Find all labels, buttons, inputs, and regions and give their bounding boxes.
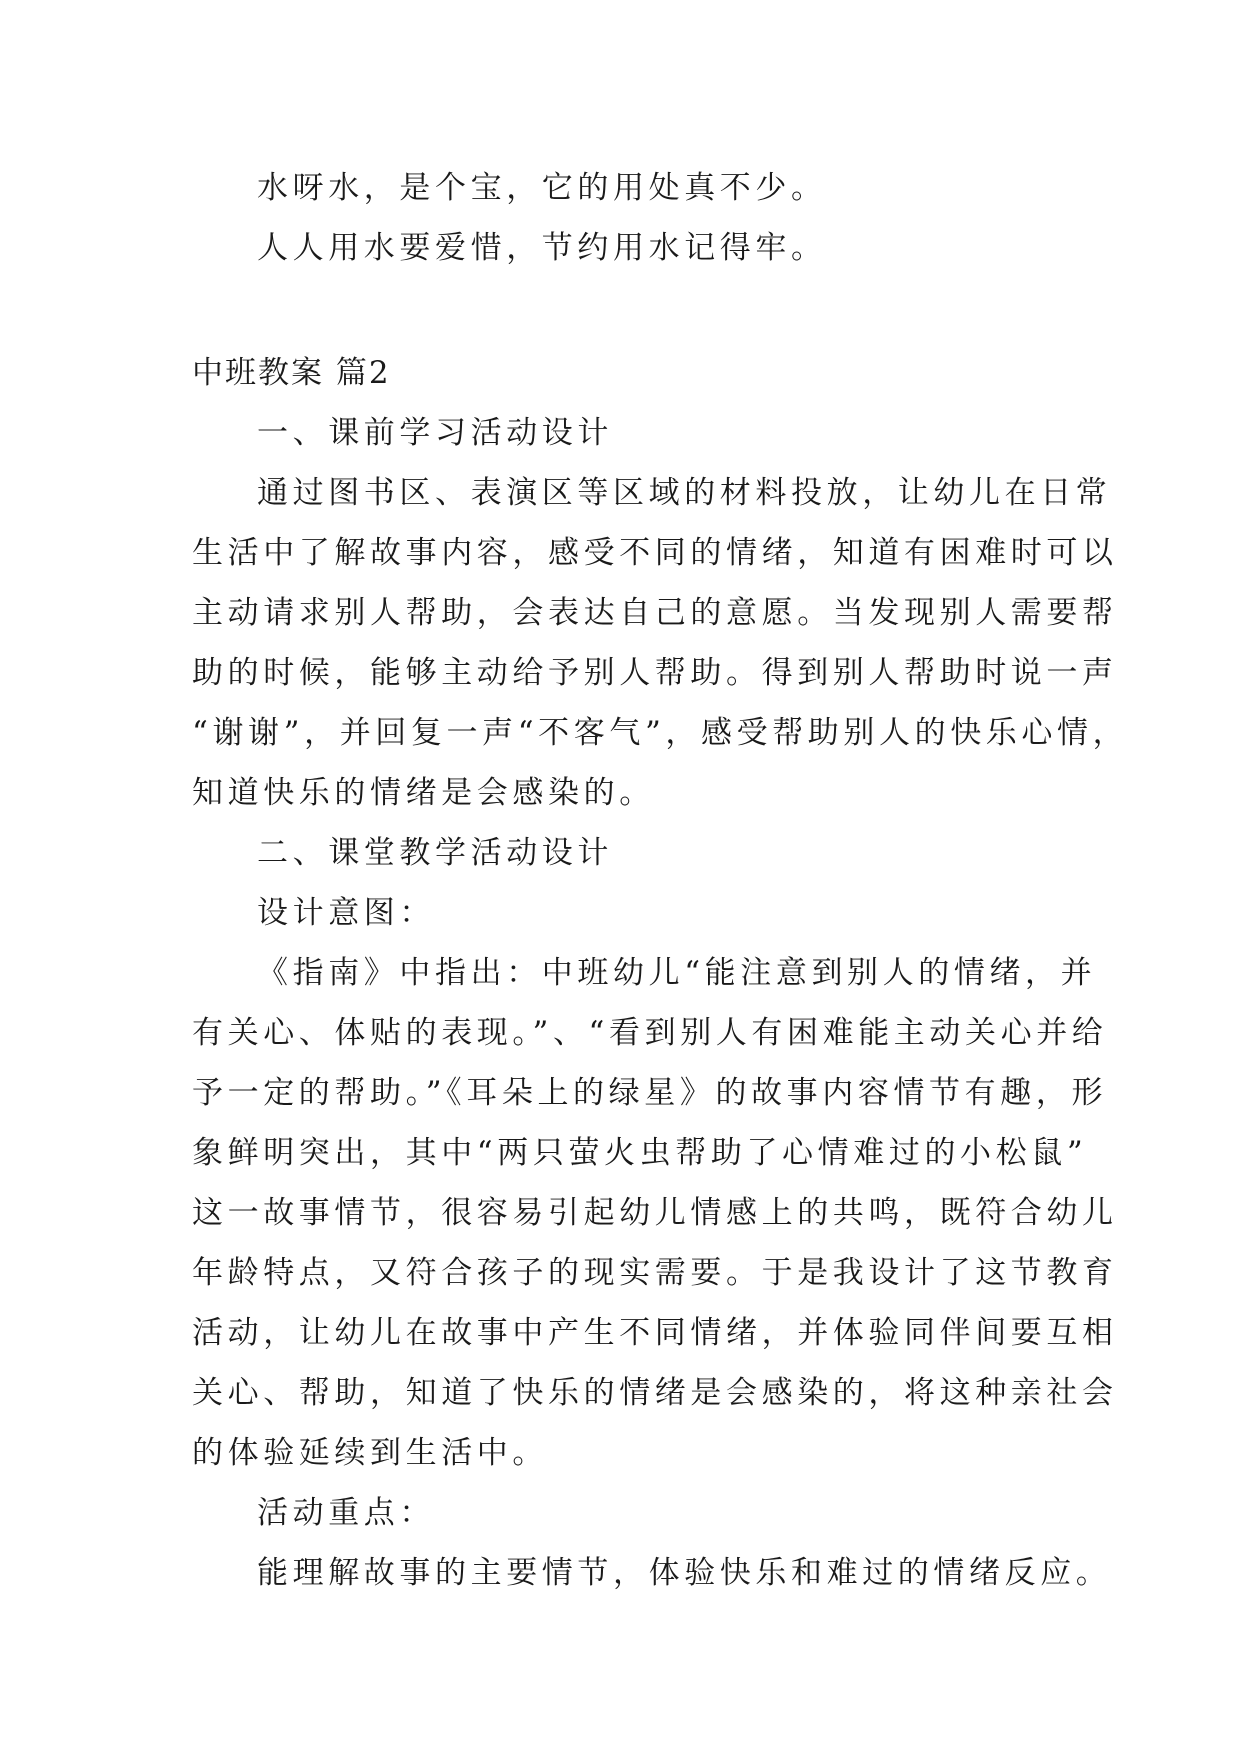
poem-line-1: 水呀水，是个宝，它的用处真不少。: [257, 170, 827, 206]
section-title: 中班教案 篇2: [192, 355, 391, 391]
paragraph-line: 活动，让幼儿在故事中产生不同情绪，并体验同伴间要互相: [192, 1315, 1118, 1351]
paragraph-line: 有关心、体贴的表现。”、“看到别人有困难能主动关心并给: [192, 1015, 1108, 1051]
label-design-intent: 设计意图：: [257, 895, 435, 931]
poem-line-2: 人人用水要爱惜，节约用水记得牢。: [257, 230, 827, 266]
subheading-pre-class: 一、课前学习活动设计: [257, 415, 613, 451]
lesson-plan-section: [192, 343, 1129, 1603]
paragraph-line: 主动请求别人帮助，会表达自己的意愿。当发现别人需要帮: [192, 595, 1118, 631]
paragraph-line: 这一故事情节，很容易引起幼儿情感上的共鸣，既符合幼儿: [192, 1195, 1118, 1231]
paragraph-line: 关心、帮助，知道了快乐的情绪是会感染的，将这种亲社会: [192, 1375, 1118, 1411]
paragraph-line: 能理解故事的主要情节，体验快乐和难过的情绪反应。: [257, 1555, 1112, 1591]
paragraph-line: 知道快乐的情绪是会感染的。: [192, 775, 655, 811]
paragraph-line: 《指南》中指出：中班幼儿“能注意到别人的情绪，并: [257, 955, 1097, 991]
paragraph-line: 通过图书区、表演区等区域的材料投放，让幼儿在日常: [257, 475, 1112, 511]
paragraph-line: 的体验延续到生活中。: [192, 1435, 548, 1471]
paragraph-line: 助的时候，能够主动给予别人帮助。得到别人帮助时说一声: [192, 655, 1118, 691]
subheading-classroom: 二、课堂教学活动设计: [257, 835, 613, 871]
poem-block: [192, 158, 1057, 278]
label-activity-focus: 活动重点：: [257, 1495, 435, 1531]
paragraph-line: 生活中了解故事内容，感受不同的情绪，知道有困难时可以: [192, 535, 1118, 571]
paragraph-line: 予一定的帮助。”《耳朵上的绿星》的故事内容情节有趣，形: [192, 1075, 1108, 1111]
paragraph-line: 象鲜明突出，其中“两只萤火虫帮助了心情难过的小松鼠”: [192, 1135, 1088, 1171]
paragraph-line: 年龄特点，又符合孩子的现实需要。于是我设计了这节教育: [192, 1255, 1118, 1291]
paragraph-line: “谢谢”，并回复一声“不客气”，感受帮助别人的快乐心情，: [192, 715, 1129, 751]
